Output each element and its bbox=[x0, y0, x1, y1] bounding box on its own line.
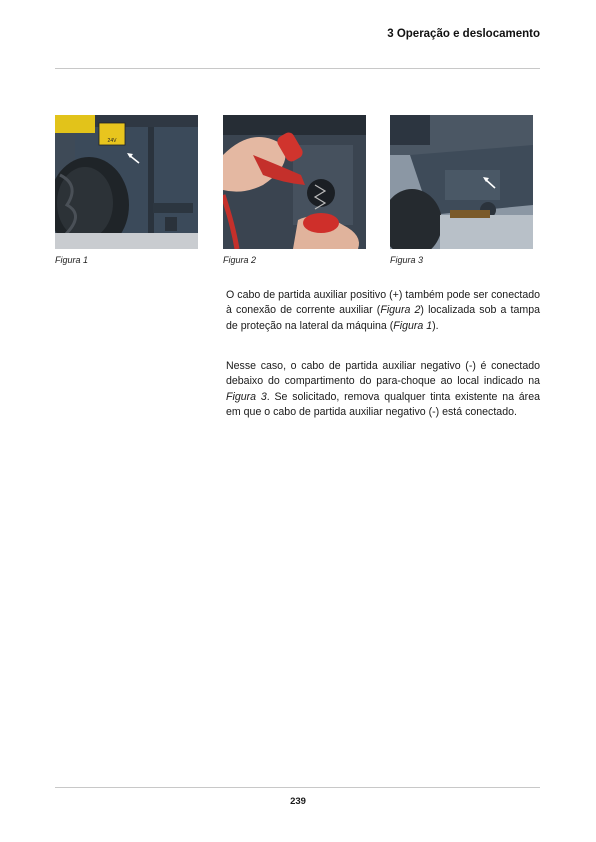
footer-divider bbox=[55, 787, 540, 788]
figure-reference: Figura 3 bbox=[226, 390, 267, 403]
figure-reference: Figura 2 bbox=[380, 304, 421, 317]
header-divider bbox=[55, 68, 540, 69]
figure-3-caption: Figura 3 bbox=[390, 255, 424, 265]
paragraph-1-text-3: ). bbox=[432, 319, 439, 332]
figure-2-caption: Figura 2 bbox=[223, 255, 257, 265]
paragraph-2-text-1: Nesse caso, o cabo de partida auxiliar negativo (-) é conectado debaixo do compartimento do para-choque ao local indicado na bbox=[226, 360, 540, 388]
chapter-title: 3 Operação e deslocamento bbox=[387, 28, 540, 40]
figure-2-photo bbox=[223, 115, 366, 249]
body-paragraph-1 bbox=[226, 288, 540, 334]
figure-3-photo bbox=[390, 115, 533, 249]
paragraph-1-text-1: O cabo de partida auxiliar positivo (+) também pode ser conectado à conexão de corrente auxiliar ( bbox=[226, 289, 540, 317]
figure-reference: Figura 1 bbox=[393, 319, 433, 332]
body-paragraph-2 bbox=[226, 359, 540, 420]
paragraph-1-text-2: ) localizada sob a tampa de proteção na lateral da máquina ( bbox=[226, 304, 540, 332]
figure-1-caption: Figura 1 bbox=[55, 255, 89, 265]
figure-1-label: 24V bbox=[107, 138, 117, 144]
paragraph-2-text-2: . Se solicitado, remova qualquer tinta existente na área em que o cabo de partida auxiliar negativo (-) está conectado. bbox=[226, 390, 540, 418]
page-number: 239 bbox=[290, 796, 306, 807]
figure-1-photo bbox=[55, 115, 198, 249]
